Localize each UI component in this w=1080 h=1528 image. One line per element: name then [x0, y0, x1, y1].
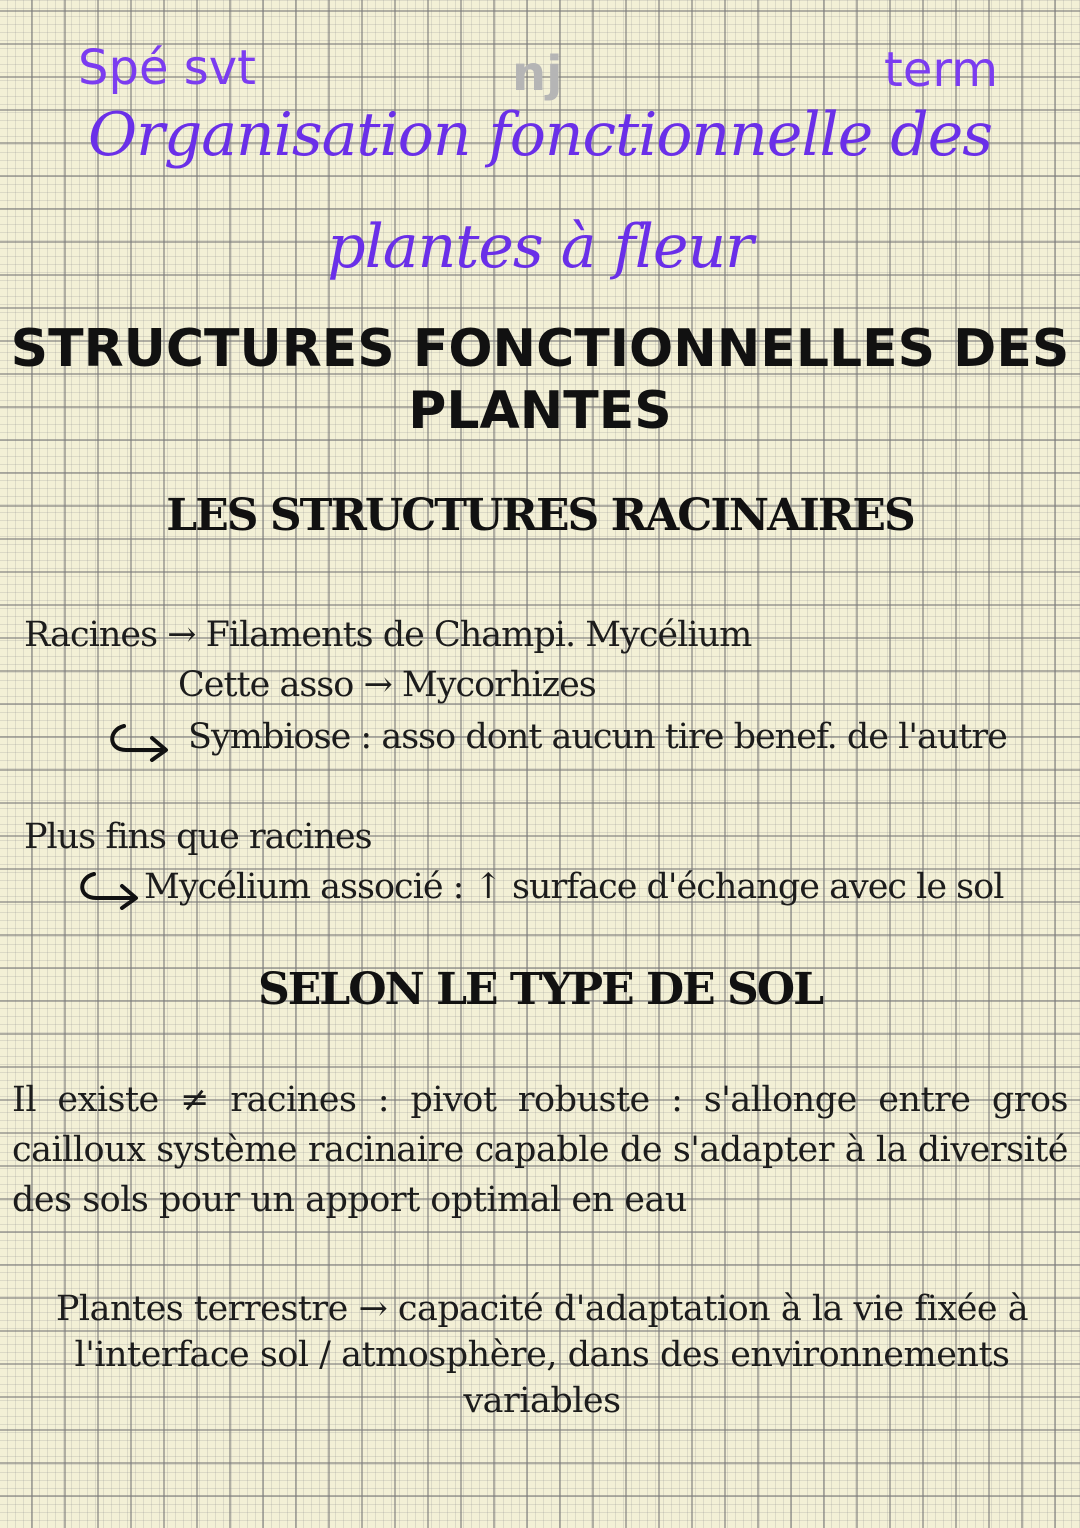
plantes-terrestres-paragraph: Plantes terrestre → capacité d'adaptation à la vie fixée à l'interface sol / atmosphère, dans des environnements variables — [55, 1289, 1029, 1421]
author-watermark: nj — [512, 46, 563, 102]
mycelium-associe-line: Mycélium associé : ↑ surface d'échange avec le sol — [144, 867, 1004, 907]
level-label: term — [884, 42, 998, 98]
racinaires-heading: LES STRUCTURES RACINAIRES — [166, 490, 914, 541]
racines-line: Racines → Filaments de Champi. Mycélium — [24, 615, 752, 655]
symbiose-line: Symbiose : asso dont aucun tire benef. de l'autre — [188, 717, 1007, 757]
hook-arrow-icon — [104, 718, 176, 762]
main-section-heading-line-2: PLANTES — [408, 381, 672, 441]
type-sol-paragraph: Il existe ≠ racines : pivot robuste : s'allonge entre gros cailloux système racinaire capable de s'adapter à la diversité des sols pour un apport optimal en eau — [12, 1080, 1068, 1220]
plus-fins-line: Plus fins que racines — [24, 817, 372, 857]
hook-arrow-icon — [74, 866, 146, 910]
page-title-line-1: Organisation fonctionnelle des — [87, 100, 993, 170]
main-section-heading-line-1: STRUCTURES FONCTIONNELLES DES — [10, 319, 1070, 379]
subject-label: Spé svt — [78, 40, 256, 96]
page-title-line-2: plantes à fleur — [327, 212, 753, 282]
type-sol-heading: SELON LE TYPE DE SOL — [257, 964, 823, 1015]
mycorhizes-line: Cette asso → Mycorhizes — [178, 665, 596, 705]
